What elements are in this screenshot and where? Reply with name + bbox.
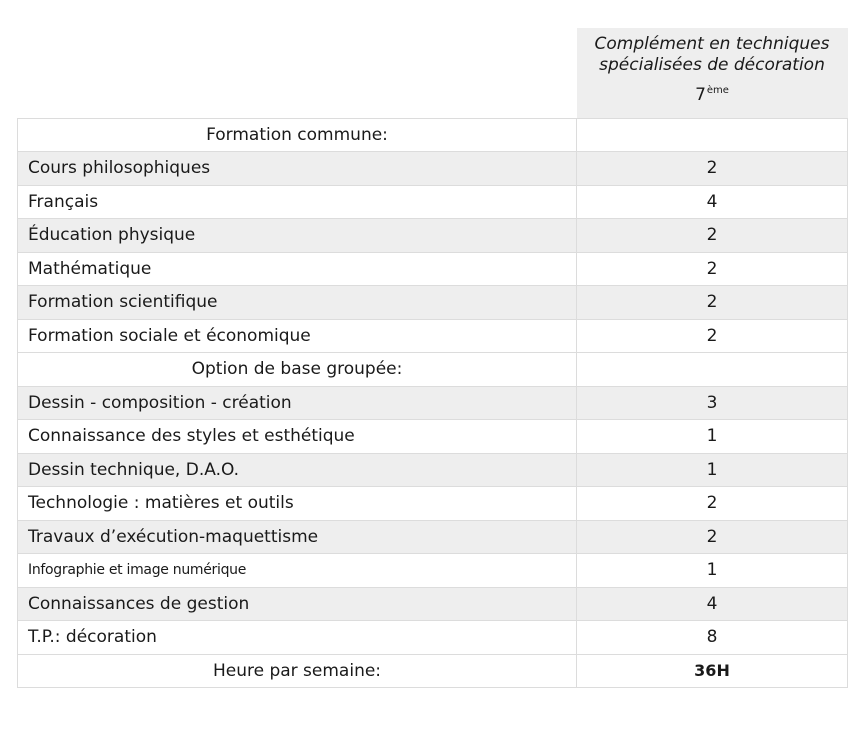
course-name: Connaissance des styles et esthétique	[18, 420, 577, 454]
column-header	[577, 28, 848, 118]
table-row	[18, 487, 848, 521]
section-label: Formation commune:	[18, 118, 577, 152]
table-row	[18, 185, 848, 219]
course-name: Travaux d’exécution-maquettisme	[18, 520, 577, 554]
course-name: Dessin - composition - création	[18, 386, 577, 420]
hours-value: 4	[577, 587, 848, 621]
hours-value: 2	[577, 219, 848, 253]
year-suffix: ème	[706, 85, 729, 96]
course-name: Mathématique	[18, 252, 577, 286]
hours-value: 2	[577, 252, 848, 286]
header-blank-cell	[18, 28, 577, 118]
hours-value: 4	[577, 185, 848, 219]
column-header-year	[577, 85, 848, 105]
section-value-cell	[577, 118, 848, 152]
column-header-title: Complément en techniques spécialisées de décoration	[594, 34, 830, 75]
hours-value: 8	[577, 621, 848, 655]
hours-value: 1	[577, 453, 848, 487]
section-label: Option de base groupée:	[18, 353, 577, 387]
course-name: Cours philosophiques	[18, 152, 577, 186]
hours-value: 1	[577, 554, 848, 588]
section-header-row	[18, 118, 848, 152]
section-header-row	[18, 353, 848, 387]
hours-value: 2	[577, 286, 848, 320]
hours-value: 2	[577, 487, 848, 521]
header-row	[18, 28, 848, 118]
table-row	[18, 621, 848, 655]
hours-value: 2	[577, 520, 848, 554]
table-row	[18, 587, 848, 621]
table-row	[18, 520, 848, 554]
course-name: T.P.: décoration	[18, 621, 577, 655]
table-row	[18, 252, 848, 286]
table-row	[18, 386, 848, 420]
course-name: Dessin technique, D.A.O.	[18, 453, 577, 487]
table-row	[18, 286, 848, 320]
table-row	[18, 453, 848, 487]
course-name: Formation sociale et économique	[18, 319, 577, 353]
table-row	[18, 319, 848, 353]
course-name: Éducation physique	[18, 219, 577, 253]
table-row	[18, 554, 848, 588]
course-name: Français	[18, 185, 577, 219]
table-row	[18, 420, 848, 454]
section-value-cell	[577, 353, 848, 387]
hours-value: 2	[577, 152, 848, 186]
table-row	[18, 219, 848, 253]
total-hours: 36H	[577, 654, 848, 688]
year-number: 7	[695, 85, 706, 105]
hours-value: 1	[577, 420, 848, 454]
total-row	[18, 654, 848, 688]
course-name: Infographie et image numérique	[18, 554, 577, 588]
course-name: Connaissances de gestion	[18, 587, 577, 621]
course-name: Formation scientifique	[18, 286, 577, 320]
schedule-table	[17, 28, 848, 688]
course-name: Technologie : matières et outils	[18, 487, 577, 521]
hours-value: 3	[577, 386, 848, 420]
table-row	[18, 152, 848, 186]
hours-value: 2	[577, 319, 848, 353]
total-label: Heure par semaine:	[18, 654, 577, 688]
